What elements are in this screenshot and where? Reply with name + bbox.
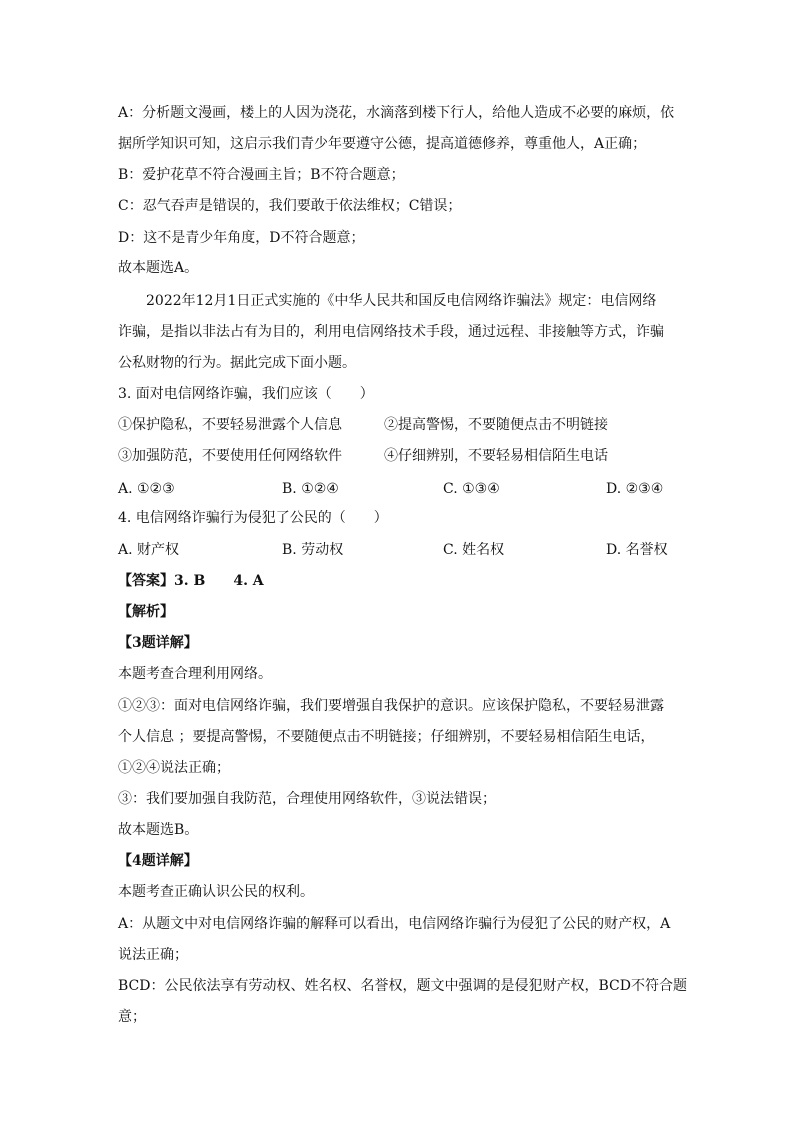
q4-option-d: D. 名誉权 — [606, 542, 668, 558]
text-line: A：从题文中对电信网络诈骗的解释可以看出，电信网络诈骗行为侵犯了公民的财产权，A — [118, 916, 671, 932]
text-line: C：忍气吞声是错误的，我们要敢于依法维权；C错误； — [118, 198, 462, 214]
statement-line: ①保护隐私，不要轻易泄露个人信息 ②提高警惕，不要随便点击不明链接 — [118, 417, 608, 433]
text-line: ③：我们要加强自我防范，合理使用网络软件，③说法错误； — [118, 791, 496, 807]
text-line: 说法正确； — [118, 947, 188, 963]
text-line: 个人信息 ；要提高警惕，不要随便点击不明链接；仔细辨别，不要轻易相信陌生电话， — [118, 729, 655, 745]
q3-detail-heading: 【3题详解】 — [118, 635, 198, 651]
q4-option-b: B. 劳动权 — [282, 542, 344, 558]
question-3: 3. 面对电信网络诈骗，我们应该（ ） — [118, 386, 374, 402]
text-line: 据所学知识可知，这启示我们青少年要遵守公德，提高道德修养，尊重他人，A正确； — [118, 136, 647, 152]
q3-option-d: D. ②③④ — [606, 481, 664, 497]
text-line: B：爱护花草不符合漫画主旨；B不符合题意； — [118, 167, 405, 183]
passage-line: 2022年12月1日正式实施的《中华人民共和国反电信网络诈骗法》规定：电信网络 — [146, 293, 657, 309]
text-line: 本题考查合理利用网络。 — [118, 666, 272, 682]
q4-option-a: A. 财产权 — [118, 542, 180, 558]
answer-line: 【答案】3. B 4. A — [118, 573, 264, 589]
q4-detail-heading: 【4题详解】 — [118, 853, 198, 869]
text-line: ①②④说法正确； — [118, 760, 230, 776]
statement-line: ③加强防范，不要使用任何网络软件 ④仔细辨别，不要轻易相信陌生电话 — [118, 448, 608, 464]
text-line: 故本题选A。 — [118, 260, 199, 276]
text-line: 故本题选B。 — [118, 822, 199, 838]
question-4: 4. 电信网络诈骗行为侵犯了公民的（ ） — [118, 510, 388, 526]
q3-option-a: A. ①②③ — [118, 481, 175, 497]
analysis-heading: 【解析】 — [118, 604, 174, 620]
text-line: D：这不是青少年角度，D不符合题意； — [118, 230, 365, 246]
text-line: 意； — [118, 1009, 146, 1025]
text-line: ①②③：面对电信网络诈骗，我们要增强自我保护的意识。应该保护隐私，不要轻易泄露 — [118, 698, 664, 714]
text-line: BCD：公民依法享有劳动权、姓名权、名誉权，题文中强调的是侵犯财产权，BCD不符合题 — [118, 978, 687, 994]
q3-option-b: B. ①②④ — [282, 481, 339, 497]
text-line: A：分析题文漫画，楼上的人因为浇花，水滴落到楼下行人，给他人造成不必要的麻烦，依 — [118, 105, 675, 121]
text-line: 本题考查正确认识公民的权利。 — [118, 884, 314, 900]
q4-option-c: C. 姓名权 — [443, 542, 505, 558]
q3-option-c: C. ①③④ — [443, 481, 500, 497]
passage-line: 公私财物的行为。据此完成下面小题。 — [118, 355, 356, 371]
passage-line: 诈骗，是指以非法占有为目的，利用电信网络技术手段，通过远程、非接触等方式，诈骗 — [118, 324, 664, 340]
